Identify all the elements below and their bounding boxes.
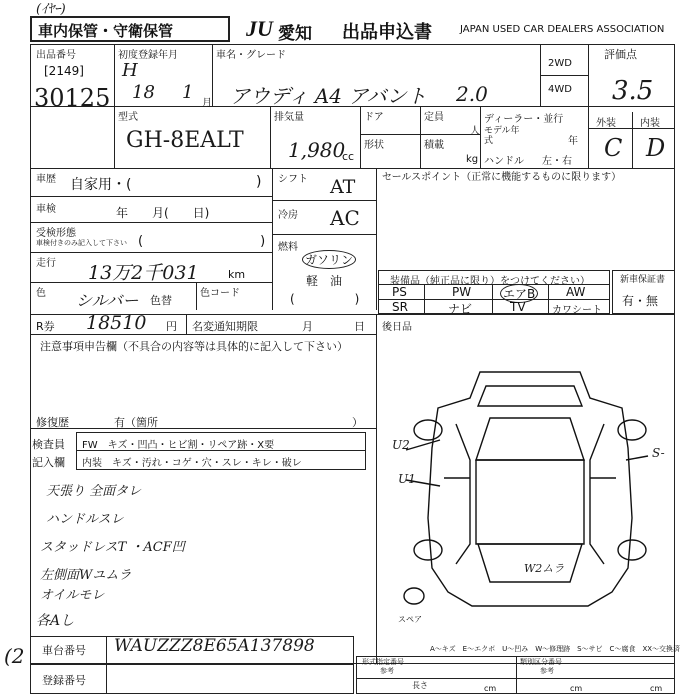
fw-check-items: FW キズ・凹凸・ヒビ割・リペア跡・X要 bbox=[82, 440, 275, 451]
interior-label: 内装 bbox=[640, 118, 660, 129]
note-line-6: 各Aし bbox=[36, 613, 75, 629]
org-english: JAPAN USED CAR DEALERS ASSOCIATION bbox=[460, 24, 665, 35]
model-year-unit: 年 bbox=[568, 136, 578, 147]
displacement-label: 排気量 bbox=[274, 112, 304, 123]
lot-small-number: [2149] bbox=[44, 64, 84, 78]
register-number-label: 登録番号 bbox=[42, 674, 86, 687]
inspector-label: 検査員 bbox=[32, 438, 65, 451]
sales-point-label: セールスポイント（正常に機能するものに限ります） bbox=[382, 172, 622, 183]
equip-aw: AW bbox=[566, 285, 586, 299]
length-label: 長さ bbox=[412, 681, 428, 690]
damage-mark-u2: U2 bbox=[392, 438, 410, 452]
color-value: シルバー bbox=[76, 291, 139, 310]
form-number-ref: 参考 bbox=[380, 667, 394, 675]
damage-mark-s: S- bbox=[652, 446, 665, 460]
damage-mark-w2: W2ムラ bbox=[524, 562, 565, 575]
notice-label: 注意事項申告欄（不具合の内容等は具体的に記入して下さい） bbox=[40, 340, 348, 353]
fuel-diesel: 軽 油 bbox=[306, 274, 343, 288]
class-number-label: 類別区分番号 bbox=[520, 658, 562, 666]
org-name: 愛知 bbox=[278, 24, 312, 44]
model-code: GH-8EALT bbox=[126, 128, 244, 153]
registration-era: H bbox=[122, 60, 138, 81]
capacity-unit: 人 bbox=[470, 126, 480, 137]
ju-logo: JU bbox=[246, 16, 273, 41]
history-close: ) bbox=[256, 174, 262, 190]
score-value: 3.5 bbox=[612, 76, 654, 106]
damage-legend: A～キズ E～エクボ U～凹み W～修理跡 S～サビ C～腐食 XX～交換済 bbox=[430, 645, 681, 653]
dealer-label: ディーラー・並行 bbox=[484, 114, 564, 125]
interior-check-items: 内装 キズ・汚れ・コゲ・穴・スレ・キレ・破レ bbox=[82, 458, 302, 469]
load-label: 積載 bbox=[424, 140, 444, 151]
note-line-3: スタッドレスT ・ACF凹 bbox=[40, 540, 185, 555]
lot-number-label: 出品番号 bbox=[36, 50, 76, 61]
cm-unit-1: cm bbox=[484, 684, 497, 693]
model-year-label: モデル年式 bbox=[484, 126, 520, 146]
chassis-label: 車台番号 bbox=[42, 644, 86, 657]
capacity-label: 定員 bbox=[424, 112, 444, 123]
reception-paren: ( ) bbox=[138, 234, 266, 249]
score-label: 評価点 bbox=[604, 48, 637, 61]
door-label: ドア bbox=[364, 112, 384, 123]
shift-label: シフト bbox=[278, 174, 308, 185]
drive-4wd: 4WD bbox=[548, 84, 572, 95]
equip-pw: PW bbox=[452, 285, 472, 299]
color-label: 色 bbox=[36, 288, 46, 299]
fuel-label: 燃料 bbox=[278, 242, 298, 253]
fuel-gasoline bbox=[302, 250, 356, 269]
handle-options: 左・右 bbox=[542, 156, 572, 167]
car-name: アウディ A4 アバント bbox=[230, 84, 427, 108]
chassis-number: WAUZZZ8E65A137898 bbox=[114, 636, 315, 656]
repair-history-label: 修復歴 bbox=[36, 416, 69, 429]
warranty-label: 新車保証書 bbox=[620, 275, 666, 285]
equip-leather-seat: カワシート bbox=[552, 305, 602, 316]
equip-airbag-circled: エアB bbox=[500, 284, 538, 303]
repair-history-close: ） bbox=[352, 416, 363, 429]
name-change-label: 名変通知期限 bbox=[192, 320, 258, 333]
lot-number: 30125 bbox=[34, 84, 111, 112]
repair-history-value: 有（箇所 bbox=[114, 416, 158, 429]
shape-label: 形状 bbox=[364, 140, 384, 151]
month-unit: 月 bbox=[202, 98, 212, 109]
registration-month: 1 bbox=[182, 82, 194, 103]
first-registration-label: 初度登録年月 bbox=[118, 50, 178, 61]
mileage-value: 13万2千031 bbox=[88, 262, 199, 284]
drive-2wd: 2WD bbox=[548, 58, 572, 69]
displacement-value: 1,980 bbox=[288, 138, 346, 162]
mileage-unit: km bbox=[228, 268, 246, 281]
note-line-4: 左側面Wユムラ bbox=[40, 568, 132, 583]
warranty-value: 有・無 bbox=[622, 294, 659, 308]
exterior-grade: C bbox=[604, 134, 623, 162]
recycle-unit: 円 bbox=[166, 320, 177, 333]
form-number-label: 形式指定番号 bbox=[362, 658, 404, 666]
class-number-ref: 参考 bbox=[540, 667, 554, 675]
shift-value: AT bbox=[330, 176, 356, 198]
reception-label: 受検形態 bbox=[36, 228, 76, 239]
mileage-label: 走行 bbox=[36, 258, 56, 269]
displacement-unit: cc bbox=[342, 150, 355, 163]
note-line-2: ハンドルスレ bbox=[46, 512, 124, 527]
inspection-label: 車検 bbox=[36, 204, 56, 215]
recycle-label: R券 bbox=[36, 320, 55, 333]
exterior-label: 外装 bbox=[596, 118, 616, 129]
fuel-gasoline-circled: ガソリン bbox=[302, 250, 356, 269]
car-grade: 2.0 bbox=[456, 82, 488, 106]
after-items-label: 後日品 bbox=[382, 322, 412, 333]
reception-note: 車検付きのみ記入して下さい bbox=[36, 239, 127, 247]
model-label: 型式 bbox=[118, 112, 138, 123]
form-title: 出品申込書 bbox=[342, 22, 432, 43]
history-label: 車歴 bbox=[36, 174, 56, 185]
damage-mark-u1: U1 bbox=[398, 472, 416, 486]
storage-stamp-text: 車内保管・守衛保管 bbox=[38, 22, 174, 40]
note-line-5: オイルモレ bbox=[40, 588, 105, 603]
note-line-1: 天張り 全面タレ bbox=[46, 484, 142, 499]
recycle-value: 18510 bbox=[86, 312, 147, 334]
name-change-month: 月 bbox=[302, 320, 313, 333]
spare-label: スペア bbox=[398, 615, 422, 624]
inspection-value: 年 月( 日) bbox=[116, 206, 210, 220]
equip-ps: PS bbox=[392, 285, 407, 299]
car-damage-diagram bbox=[400, 368, 660, 628]
cm-unit-3: cm bbox=[650, 684, 663, 693]
color-change-label: 色替 bbox=[150, 294, 172, 307]
aircon-value: AC bbox=[330, 206, 360, 230]
storage-stamp bbox=[30, 16, 230, 42]
entry-label: 記入欄 bbox=[32, 456, 65, 469]
name-change-day: 日 bbox=[354, 320, 365, 333]
load-unit: kg bbox=[466, 154, 479, 165]
equipment-label: 装備品（純正品に限り）をつけてください） bbox=[390, 276, 590, 287]
history-value: 自家用・( bbox=[70, 177, 132, 193]
handle-label: ハンドル bbox=[484, 156, 524, 167]
equip-tv: TV bbox=[510, 300, 526, 314]
aircon-label: 冷房 bbox=[278, 210, 298, 221]
car-name-label: 車名・グレード bbox=[216, 50, 286, 61]
registration-year: 18 bbox=[132, 82, 155, 103]
equip-sr: SR bbox=[392, 300, 408, 314]
equip-navi: ナビ bbox=[448, 302, 473, 316]
interior-grade: D bbox=[646, 134, 666, 162]
color-code-label: 色コード bbox=[200, 288, 240, 299]
corner-note: (ｲﾔｰ) bbox=[36, 2, 66, 17]
cm-unit-2: cm bbox=[570, 684, 583, 693]
margin-mark: (2 bbox=[4, 644, 25, 668]
fuel-paren: ( ) bbox=[290, 292, 360, 306]
